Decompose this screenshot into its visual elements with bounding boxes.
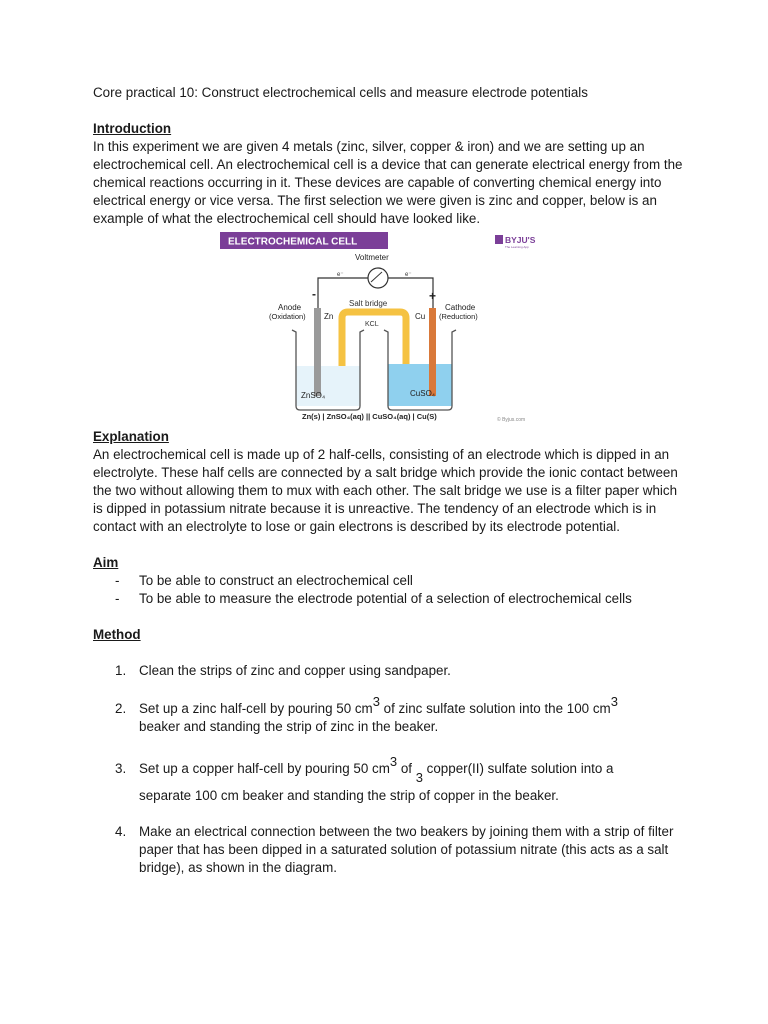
copper-electrode: [429, 308, 436, 396]
step-text: of zinc sulfate solution into the 100 cm: [379, 701, 611, 716]
method-step: [93, 823, 683, 877]
superscript: 3: [372, 694, 380, 709]
method-step: [93, 662, 683, 680]
step-text: Set up a zinc half-cell by pouring 50 cm: [139, 701, 373, 716]
aim-item-text: To be able to measure the electrode potential of a selection of electrochemical cells: [139, 591, 632, 606]
cathode-label: Cathode: [445, 303, 476, 312]
step-text: Make an electrical connection between the two beakers by joining them with a strip of filter paper that has been dipped in a saturated solution of potassium nitrate (this acts as a salt bridge), as shown in the diagram.: [139, 824, 674, 875]
method-step: [93, 754, 683, 805]
zn-label: Zn: [324, 312, 334, 321]
introduction-heading: Introduction: [93, 121, 172, 136]
electron-left-label: e⁻: [337, 272, 344, 278]
method-list: [93, 662, 683, 877]
aim-item: [93, 590, 683, 608]
subscript: 3: [415, 770, 423, 785]
voltmeter-icon: [368, 268, 388, 288]
kcl-label: KCL: [365, 321, 379, 328]
aim-item: [93, 572, 683, 590]
anode-sub-label: (Oxidation): [269, 312, 306, 321]
step-number: 3.: [115, 761, 127, 776]
figure-banner-text: ELECTROCHEMICAL CELL: [228, 236, 358, 248]
explanation-text: An electrochemical cell is made up of 2 half-cells, consisting of an electrode which is dipped in an electrolyte. These half cells are connected by a salt bridge which provide the ionic contact between the two without allowing them to mux with each other. The salt bridge we use is a filter paper which is dipped in potassium nitrate because it is unreactive. The tendency of an electrode which is in contact with an electrolyte to lose or gain electrons is described by its electrode potential.: [93, 447, 678, 534]
aim-item-text: To be able to construct an electrochemical cell: [139, 573, 413, 588]
dash-bullet: -: [115, 573, 120, 588]
left-solution: [296, 366, 360, 406]
salt-bridge-label: Salt bridge: [349, 299, 388, 308]
electrochemical-cell-diagram: [220, 232, 540, 428]
method-step: [93, 694, 683, 736]
step-number: 4.: [115, 824, 127, 839]
method-heading: Method: [93, 627, 141, 642]
right-solution-label: CuSO₄: [410, 389, 436, 398]
aim-list: [93, 572, 683, 608]
step-text: beaker and standing the strip of zinc in the beaker.: [139, 719, 439, 734]
anode-label: Anode: [278, 303, 302, 312]
superscript: 3: [610, 694, 618, 709]
explanation-heading: Explanation: [93, 429, 169, 444]
voltmeter-label: Voltmeter: [355, 253, 389, 262]
cell-notation: Zn(s) | ZnSO₄(aq) || CuSO₄(aq) | Cu(S): [302, 412, 437, 421]
cathode-sub-label: (Reduction): [439, 312, 478, 321]
aim-heading: Aim: [93, 555, 119, 570]
step-text: of: [397, 761, 416, 776]
page-title: Core practical 10: Construct electrochemical cells and measure electrode potentials: [93, 85, 588, 100]
plus-sign: +: [429, 289, 437, 303]
step-text: copper(II) sulfate solution into a: [422, 761, 614, 776]
right-solution: [388, 364, 452, 406]
step-number: 2.: [115, 701, 127, 716]
superscript: 3: [389, 754, 398, 769]
brand-logo-icon: [495, 235, 503, 244]
step-text: Clean the strips of zinc and copper using sandpaper.: [139, 663, 451, 678]
electron-right-label: e⁻: [405, 272, 412, 278]
step-number: 1.: [115, 663, 127, 678]
zinc-electrode: [314, 308, 321, 396]
left-solution-label: ZnSO₄: [301, 391, 326, 400]
step-text: Set up a copper half-cell by pouring 50 cm: [139, 761, 390, 776]
introduction-text: In this experiment we are given 4 metals (zinc, silver, copper & iron) and we are setting up an electrochemical cell. An electrochemical cell is a device that can generate electrical energy from the chemical reactions occurring in it. These devices are capable of converting chemical energy into electrical energy or vice versa. The first selection we were given is zinc and copper, below is an example of what the electrochemical cell should have looked like.: [93, 139, 683, 226]
brand-name: BYJU'S: [505, 235, 536, 245]
brand-tagline: The Learning App: [505, 245, 529, 249]
electrochemical-cell-figure: [220, 232, 540, 428]
figure-credit: © Byjus.com: [497, 417, 526, 423]
cu-label: Cu: [415, 312, 426, 321]
document-page: [93, 84, 683, 877]
dash-bullet: -: [115, 591, 120, 606]
minus-sign: -: [312, 287, 316, 301]
step-text: separate 100 cm beaker and standing the strip of copper in the beaker.: [139, 788, 559, 803]
